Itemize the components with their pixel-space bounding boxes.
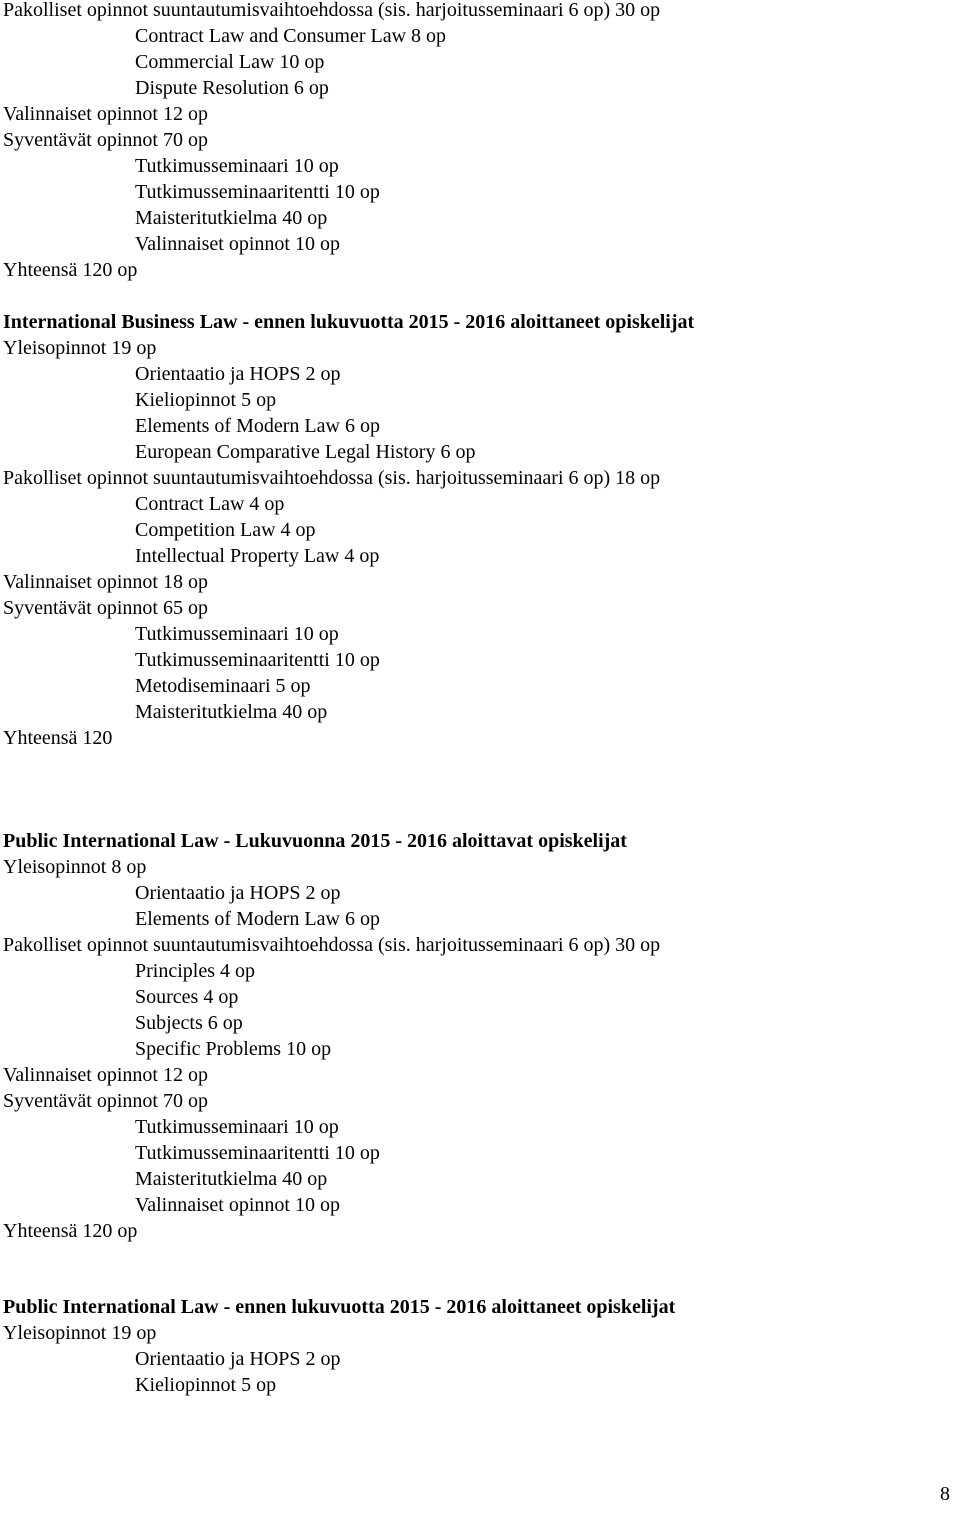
course-line: Elements of Modern Law 6 op xyxy=(135,415,380,437)
course-line: Principles 4 op xyxy=(135,960,255,982)
course-line: Dispute Resolution 6 op xyxy=(135,77,329,99)
requirement-line: Yleisopinnot 19 op xyxy=(3,337,157,359)
course-line: Tutkimusseminaari 10 op xyxy=(135,623,339,645)
total-line: Yhteensä 120 xyxy=(3,727,113,749)
course-line: Tutkimusseminaari 10 op xyxy=(135,1116,339,1138)
course-line: Specific Problems 10 op xyxy=(135,1038,332,1060)
section-heading: Public International Law - Lukuvuonna 2015 - 2016 aloittavat opiskelijat xyxy=(3,830,627,852)
course-line: Valinnaiset opinnot 10 op xyxy=(135,1194,340,1216)
total-line: Yhteensä 120 op xyxy=(3,259,138,281)
course-line: Sources 4 op xyxy=(135,986,239,1008)
course-line: Tutkimusseminaaritentti 10 op xyxy=(135,181,380,203)
requirement-line: Pakolliset opinnot suuntautumisvaihtoehdossa (sis. harjoitusseminaari 6 op) 30 op xyxy=(3,0,661,21)
requirement-line: Pakolliset opinnot suuntautumisvaihtoehdossa (sis. harjoitusseminaari 6 op) 30 op xyxy=(3,934,661,956)
course-line: Valinnaiset opinnot 10 op xyxy=(135,233,340,255)
total-line: Yhteensä 120 op xyxy=(3,1220,138,1242)
course-line: Subjects 6 op xyxy=(135,1012,243,1034)
course-line: Maisteritutkielma 40 op xyxy=(135,701,328,723)
page-number: 8 xyxy=(940,1483,950,1505)
course-line: Tutkimusseminaari 10 op xyxy=(135,155,339,177)
requirement-line: Pakolliset opinnot suuntautumisvaihtoehdossa (sis. harjoitusseminaari 6 op) 18 op xyxy=(3,467,661,489)
course-line: Orientaatio ja HOPS 2 op xyxy=(135,363,341,385)
requirement-line: Valinnaiset opinnot 18 op xyxy=(3,571,208,593)
requirement-line: Yleisopinnot 8 op xyxy=(3,856,147,878)
requirement-line: Valinnaiset opinnot 12 op xyxy=(3,103,208,125)
course-line: Contract Law 4 op xyxy=(135,493,285,515)
course-line: Orientaatio ja HOPS 2 op xyxy=(135,1348,341,1370)
course-line: Competition Law 4 op xyxy=(135,519,316,541)
course-line: Metodiseminaari 5 op xyxy=(135,675,311,697)
course-line: Maisteritutkielma 40 op xyxy=(135,1168,328,1190)
requirement-line: Syventävät opinnot 65 op xyxy=(3,597,208,619)
course-line: Commercial Law 10 op xyxy=(135,51,325,73)
course-line: Orientaatio ja HOPS 2 op xyxy=(135,882,341,904)
course-line: Maisteritutkielma 40 op xyxy=(135,207,328,229)
requirement-line: Syventävät opinnot 70 op xyxy=(3,1090,208,1112)
section-heading: International Business Law - ennen lukuvuotta 2015 - 2016 aloittaneet opiskelijat xyxy=(3,311,695,333)
course-line: Tutkimusseminaaritentti 10 op xyxy=(135,649,380,671)
course-line: Intellectual Property Law 4 op xyxy=(135,545,380,567)
course-line: Tutkimusseminaaritentti 10 op xyxy=(135,1142,380,1164)
course-line: Kieliopinnot 5 op xyxy=(135,1374,277,1396)
requirement-line: Valinnaiset opinnot 12 op xyxy=(3,1064,208,1086)
course-line: European Comparative Legal History 6 op xyxy=(135,441,476,463)
requirement-line: Syventävät opinnot 70 op xyxy=(3,129,208,151)
requirement-line: Yleisopinnot 19 op xyxy=(3,1322,157,1344)
course-line: Elements of Modern Law 6 op xyxy=(135,908,380,930)
section-heading: Public International Law - ennen lukuvuotta 2015 - 2016 aloittaneet opiskelijat xyxy=(3,1296,676,1318)
course-line: Kieliopinnot 5 op xyxy=(135,389,277,411)
course-line: Contract Law and Consumer Law 8 op xyxy=(135,25,447,47)
